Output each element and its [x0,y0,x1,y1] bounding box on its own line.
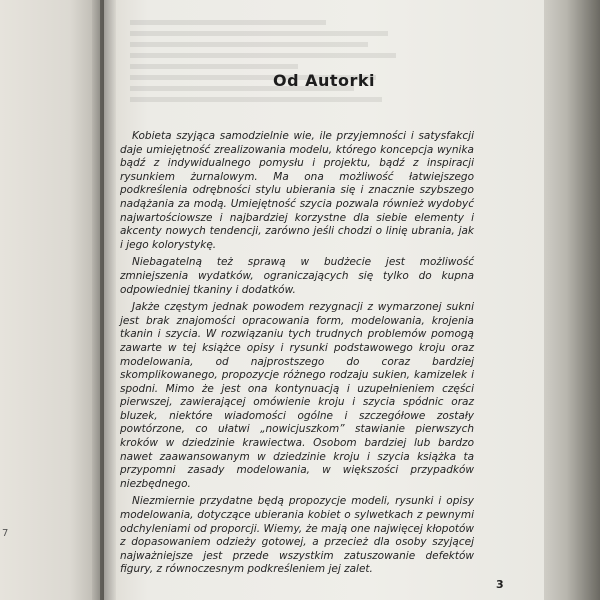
facing-page [0,0,100,600]
paragraph: Jakże częstym jednak powodem rezygnacji z wymarzonej sukni jest brak znajomości opracowania form, modelowania, krojenia tkanin i szycia. W rozwiązaniu tych trudnych problemów pomogą zawarte w tej książce opisy i rysunki podstawowego kroju oraz modelowania, od najprostszego do coraz bardziej skomplikowanego, propozycje różnego rodzaju sukien, kamizelek i spodni. Mimo że jest ona kontynuacją i uzupełnieniem części pierwszej, zawierającej omówienie kroju i szycia spódnic oraz bluzek, niektóre wiadomości ogólne i szczegółowe zostały powtórzone, co ułatwi „nowicjuszkom” stawianie pierwszych kroków w dziedzinie krawiectwa. Osobom bardziej lub bardzo nawet zaawansowanym w dziedzinie kroju i szycia książka ta przypomni zasady modelowania, w większości przypadków niezbędnego. [120,301,474,490]
page-title: Od Autorki [272,70,376,90]
paragraph: Niezmiernie przydatne będą propozycje modeli, rysunki i opisy modelowania, dotyczące ubierania kobiet o sylwetkach z pewnymi odchyleniami od proporcji. Wiemy, że mają one najwięcej kłopotów z dopasowaniem odzieży gotowej, a przecież dla osoby szyjącej najważniejsze jest przede wszystkim zatuszowanie defektów figury, z równoczesnym podkreśleniem jej zalet. [120,495,474,576]
page-number: 3 [496,578,504,591]
book-gutter [92,0,116,600]
paragraph: Niebagatelną też sprawą w budżecie jest możliwość zmniejszenia wydatków, ograniczających się tylko do kupna odpowiedniej tkaniny i dodatków. [120,256,474,296]
body-text [120,130,474,581]
facing-page-number: 7 [2,528,9,539]
next-page-edge [544,0,600,600]
paragraph: Kobieta szyjąca samodzielnie wie, ile przyjemności i satysfakcji daje umiejętność zrealizowania modelu, którego koncepcja wynika bądź z indywidualnego pomysłu i projektu, bądź z inspiracji rysunkiem żurnalowym. Ma ona możliwość łatwiejszego podkreślenia odrębności stylu ubierania się i znacznie szybszego nadążania za modą. Umiejętność szycia pozwala również wydobyć najwartościowsze i najbardziej korzystne dla siebie elementy i akcenty nowych tendencji, zarówno jeśli chodzi o linię ubrania, jak i jego kolorystykę. [120,130,474,251]
